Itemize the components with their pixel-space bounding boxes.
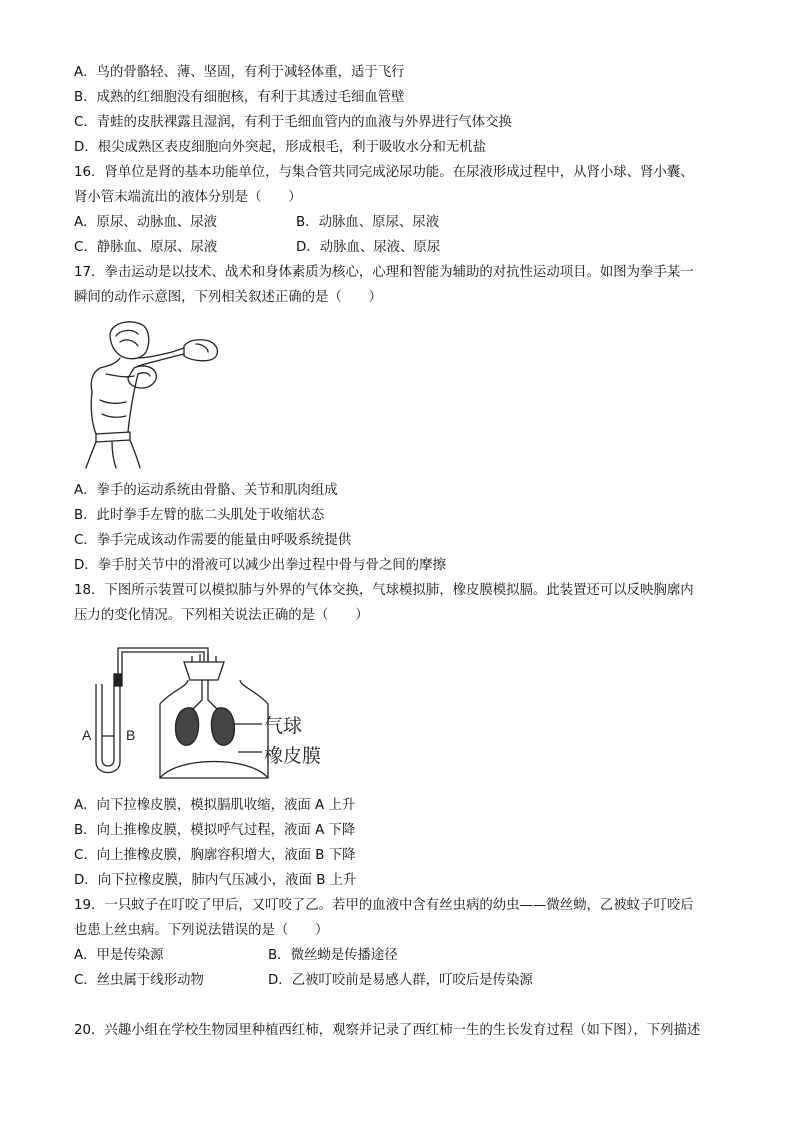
q15-option-c: C．青蛙的皮肤裸露且湿润，有利于毛细血管内的血液与外界进行气体交换 <box>74 115 512 130</box>
q16-stem-line2: 肾小管末端流出的液体分别是（ ） <box>74 190 302 205</box>
q17-option-c: C．拳手完成该动作需要的能量由呼吸系统提供 <box>74 533 352 548</box>
q18-option-c: C．向上推橡皮膜，胸廓容积增大，液面 B 下降 <box>74 848 356 863</box>
q16-option-b: B．动脉血、原尿、尿液 <box>296 215 440 230</box>
q19-option-b: B．微丝蚴是传播途径 <box>268 948 398 963</box>
q15-option-a: A．鸟的骨骼轻、薄、坚固，有利于减轻体重，适于飞行 <box>74 65 405 80</box>
q18-option-b: B．向上推橡皮膜，模拟呼气过程，液面 A 下降 <box>74 823 356 838</box>
label-b: B <box>126 727 136 743</box>
q17-option-b: B．此时拳手左臂的肱二头肌处于收缩状态 <box>74 508 325 523</box>
q17-option-a: A．拳手的运动系统由骨骼、关节和肌肉组成 <box>74 483 338 498</box>
q16-stem-line1: 16．肾单位是肾的基本功能单位，与集合管共同完成泌尿功能。在尿液形成过程中，从肾小球、肾小囊、 <box>74 165 694 180</box>
q16-option-d: D．动脉血、尿液、原尿 <box>296 240 441 255</box>
q20-stem-line1: 20．兴趣小组在学校生物园里种植西红柿，观察并记录了西红柿一生的生长发育过程（如下图），下列描述 <box>74 1023 701 1038</box>
q16-option-c: C．静脉血、原尿、尿液 <box>74 240 218 255</box>
q17-stem-line2: 瞬间的动作示意图，下列相关叙述正确的是（ ） <box>74 290 382 305</box>
q17-option-d: D．拳手肘关节中的滑液可以减少出拳过程中骨与骨之间的摩擦 <box>74 558 446 573</box>
lung-model-figure <box>78 640 358 785</box>
q19-option-c: C．丝虫属于线形动物 <box>74 973 204 988</box>
label-a: A <box>82 727 92 743</box>
q17-stem-line1: 17．拳击运动是以技术、战术和身体素质为核心，心理和智能为辅助的对抗性运动项目。如图为拳手某一 <box>74 265 694 280</box>
q15-option-d: D．根尖成熟区表皮细胞向外突起，形成根毛，利于吸收水分和无机盐 <box>74 140 487 155</box>
label-membrane: 橡皮膜 <box>264 745 322 767</box>
q19-option-a: A．甲是传染源 <box>74 948 164 963</box>
q15-option-b: B．成熟的红细胞没有细胞核，有利于其透过毛细血管壁 <box>74 90 405 105</box>
q19-stem-line1: 19．一只蚊子在叮咬了甲后，又叮咬了乙。若甲的血液中含有丝虫病的幼虫——微丝蚴，乙被蚊子叮咬后 <box>74 898 694 913</box>
q19-option-d: D．乙被叮咬前是易感人群，叮咬后是传染源 <box>268 973 533 988</box>
q18-stem-line1: 18．下图所示装置可以模拟肺与外界的气体交换，气球模拟肺，橡皮膜模拟膈。此装置还可以反映胸廓内 <box>74 583 694 598</box>
boxer-figure <box>76 316 226 472</box>
q16-option-a: A．原尿、动脉血、尿液 <box>74 215 218 230</box>
q18-option-a: A．向下拉橡皮膜，模拟膈肌收缩，液面 A 上升 <box>74 798 356 813</box>
label-balloon: 气球 <box>264 715 303 737</box>
q19-stem-line2: 也患上丝虫病。下列说法错误的是（ ） <box>74 923 329 938</box>
q18-option-d: D．向下拉橡皮膜，肺内气压减小，液面 B 上升 <box>74 873 357 888</box>
q18-stem-line2: 压力的变化情况。下列相关说法正确的是（ ） <box>74 608 369 623</box>
